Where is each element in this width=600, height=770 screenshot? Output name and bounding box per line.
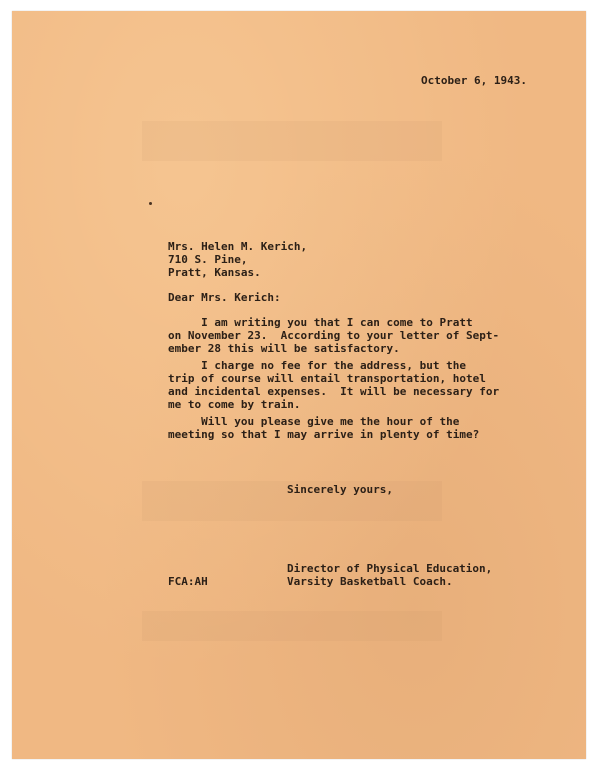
letter-date: October 6, 1943. — [421, 74, 527, 87]
paragraph-line: Will you please give me the hour of the — [168, 415, 460, 428]
paper-mark — [149, 202, 152, 205]
paragraph-line: me to come by train. — [168, 398, 301, 411]
paragraph-line: on November 23. According to your letter of Sept- — [168, 329, 500, 342]
paragraph-line: I charge no fee for the address, but the — [168, 359, 467, 372]
reference-initials: FCA:AH — [168, 575, 208, 588]
paragraph-line: ember 28 this will be satisfactory. — [168, 342, 400, 355]
paragraph-line: I am writing you that I can come to Pratt — [168, 316, 473, 329]
signature-line: Varsity Basketball Coach. — [287, 575, 453, 588]
address-line: Pratt, Kansas. — [168, 266, 261, 279]
paper-texture-band — [142, 121, 442, 161]
salutation: Dear Mrs. Kerich: — [168, 291, 281, 304]
paragraph-line: trip of course will entail transportation, hotel — [168, 372, 486, 385]
address-line: 710 S. Pine, — [168, 253, 248, 266]
paragraph-line: and incidental expenses. It will be necessary for — [168, 385, 500, 398]
address-line: Mrs. Helen M. Kerich, — [168, 240, 308, 253]
paper-texture-band — [142, 611, 442, 641]
signature-line: Director of Physical Education, — [287, 562, 493, 575]
closing: Sincerely yours, — [287, 483, 393, 496]
paragraph-line: meeting so that I may arrive in plenty of time? — [168, 428, 480, 441]
